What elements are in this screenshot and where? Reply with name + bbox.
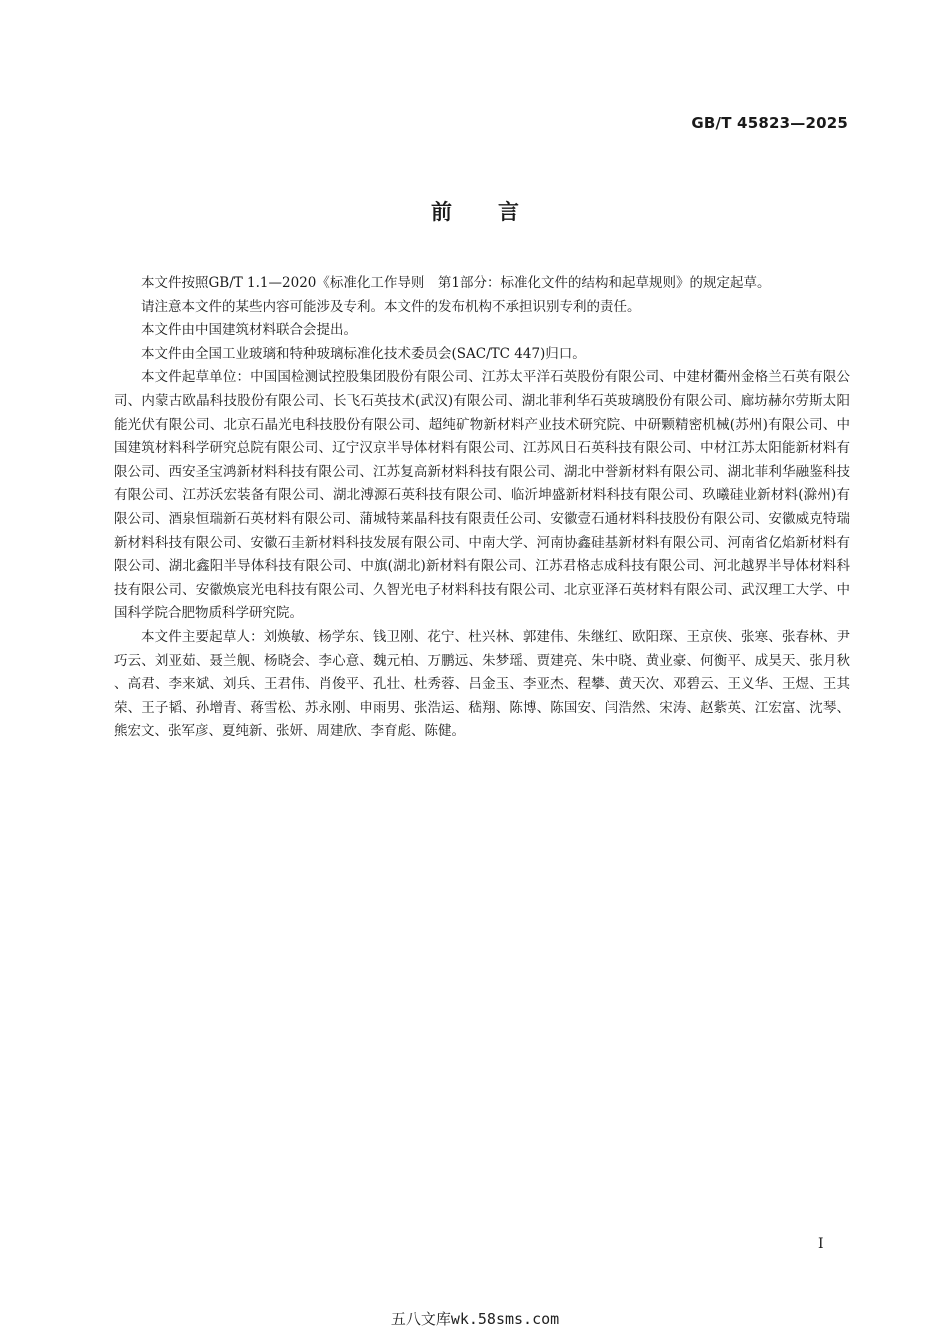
- page-number: I: [818, 1236, 824, 1252]
- paragraph-drafting-organizations: 本文件起草单位：中国国检测试控股集团股份有限公司、江苏太平洋石英股份有限公司、中建材衢州金格兰石英有限公司、内蒙古欧晶科技股份有限公司、长飞石英技术(武汉)有限公司、湖北菲利华石英玻璃股份有限公司、廊坊赫尔劳斯太阳能光伏有限公司、北京石晶光电科技股份有限公司、超纯矿物新材料产业技术研究院、中研颗精密机械(苏州)有限公司、中国建筑材料科学研究总院有限公司、辽宁汉京半导体材料有限公司、江苏风日石英科技有限公司、中材江苏太阳能新材料有限公司、西安圣宝鸿新材料科技有限公司、江苏复高新材料科技有限公司、湖北中誉新材料有限公司、湖北菲利华融鉴科技有限公司、江苏沃宏装备有限公司、湖北溥源石英科技有限公司、临沂坤盛新材料科技有限公司、玖曦硅业新材料(滁州)有限公司、酒泉恒瑞新石英材料有限公司、蒲城特莱晶科技有限责任公司、安徽壹石通材料科技股份有限公司、安徽威克特瑞新材料科技有限公司、安徽石圭新材料科技发展有限公司、中南大学、河南协鑫硅基新材料有限公司、河南省亿焰新材料有限公司、湖北鑫阳半导体科技有限公司、中旗(湖北)新材料有限公司、江苏君格志成科技有限公司、河北越界半导体材料科技有限公司、安徽焕宸光电科技有限公司、久智光电子材料科技有限公司、北京亚泽石英材料有限公司、武汉理工大学、中国科学院合肥物质科学研究院。: [114, 369, 850, 622]
- paragraph-drafting-rules: 本文件按照GB/T 1.1—2020《标准化工作导则 第1部分：标准化文件的结构和起草规则》的规定起草。: [141, 275, 771, 291]
- paragraph-responsible-committee: 本文件由全国工业玻璃和特种玻璃标准化技术委员会(SAC/TC 447)归口。: [141, 345, 586, 362]
- standard-number: GB/T 45823—2025: [691, 114, 848, 132]
- paragraph-patent-notice: 请注意本文件的某些内容可能涉及专利。本文件的发布机构不承担识别专利的责任。: [141, 298, 641, 315]
- watermark-text: 五八文库wk.58sms.com: [390, 1310, 560, 1328]
- page-title: 前言: [431, 200, 565, 224]
- paragraph-proposer: 本文件由中国建筑材料联合会提出。: [141, 322, 357, 339]
- paragraph-main-drafters: 本文件主要起草人：刘焕敏、杨学东、钱卫刚、花宁、杜兴林、郭建伟、朱继红、欧阳琛、王京侠、张寒、张春林、尹巧云、刘亚茹、聂兰舰、杨晓会、李心意、魏元柏、万鹏远、朱梦瑶、贾建亮、朱中晓、黄业豪、何衡平、成昊天、张月秋、高君、李来斌、刘兵、王君伟、肖俊平、孔壮、杜秀蓉、吕金玉、李亚杰、程攀、黄天次、邓碧云、王义华、王煜、王其荣、王子韬、孙增青、蒋雪松、苏永刚、申雨男、张浩运、嵇翔、陈博、陈国安、闫浩然、宋涛、赵紫英、江宏富、沈琴、熊宏文、张军彦、夏纯新、张妍、周建欣、李育彪、陈健。: [114, 628, 850, 740]
- foreword-body: [114, 272, 850, 744]
